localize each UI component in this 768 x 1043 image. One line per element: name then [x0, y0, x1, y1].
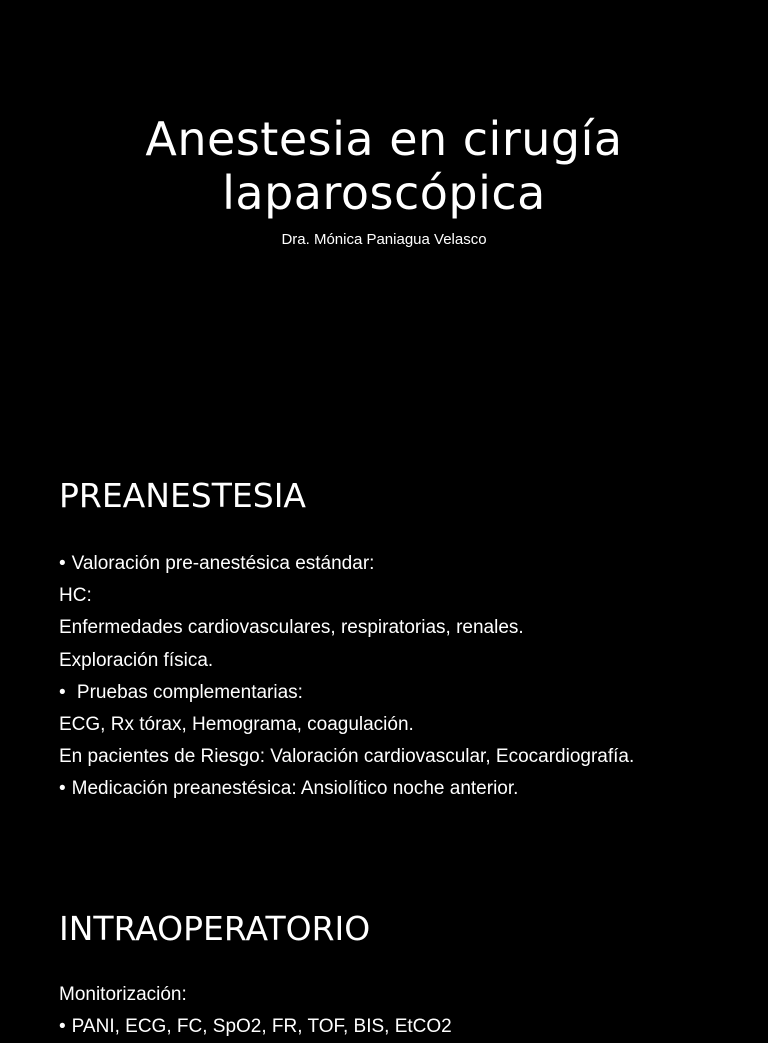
presentation-title [0, 112, 768, 220]
line-text: Enfermedades cardiovasculares, respiratorias, renales. [59, 617, 524, 639]
line-text: Exploración física. [59, 649, 214, 671]
content-line [59, 773, 749, 805]
line-text: HC: [59, 585, 92, 607]
title-slide [0, 0, 768, 430]
line-text: Monitorización: [59, 984, 187, 1005]
line-text: Valoración pre-anestésica estándar: [71, 553, 375, 574]
bullet-icon: • [59, 1016, 66, 1038]
preanestesia-heading: PREANESTESIA [59, 476, 307, 515]
preanestesia-slide [0, 430, 768, 860]
content-line [59, 580, 749, 612]
content-line [59, 709, 749, 741]
line-text: PANI, ECG, FC, SpO2, FR, TOF, BIS, EtCO2 [71, 1016, 452, 1038]
line-text: ECG, Rx tórax, Hemograma, coagulación. [59, 714, 414, 736]
line-text: Pruebas complementarias: [71, 681, 303, 703]
intraoperatorio-content [59, 979, 749, 1043]
bullet-icon: • [59, 553, 66, 574]
content-line [59, 1011, 749, 1043]
title-line-2: laparoscópica [222, 166, 546, 220]
content-line [59, 677, 749, 709]
line-text: Medicación preanestésica: Ansiolítico noche anterior. [71, 778, 519, 800]
content-line [59, 979, 749, 1011]
content-line [59, 612, 749, 644]
author-name: Dra. Mónica Paniagua Velasco [281, 231, 487, 248]
preanestesia-content [59, 548, 749, 806]
intraoperatorio-slide [0, 860, 768, 1038]
content-line [59, 548, 749, 580]
content-line [59, 645, 749, 677]
bullet-icon: • [59, 778, 66, 800]
content-line [59, 741, 749, 773]
bullet-icon: • [59, 681, 66, 703]
title-line-1: Anestesia en cirugía [145, 112, 623, 166]
line-text: En pacientes de Riesgo: Valoración cardiovascular, Ecocardiografía. [59, 746, 635, 768]
intraoperatorio-heading: INTRAOPERATORIO [59, 909, 371, 948]
